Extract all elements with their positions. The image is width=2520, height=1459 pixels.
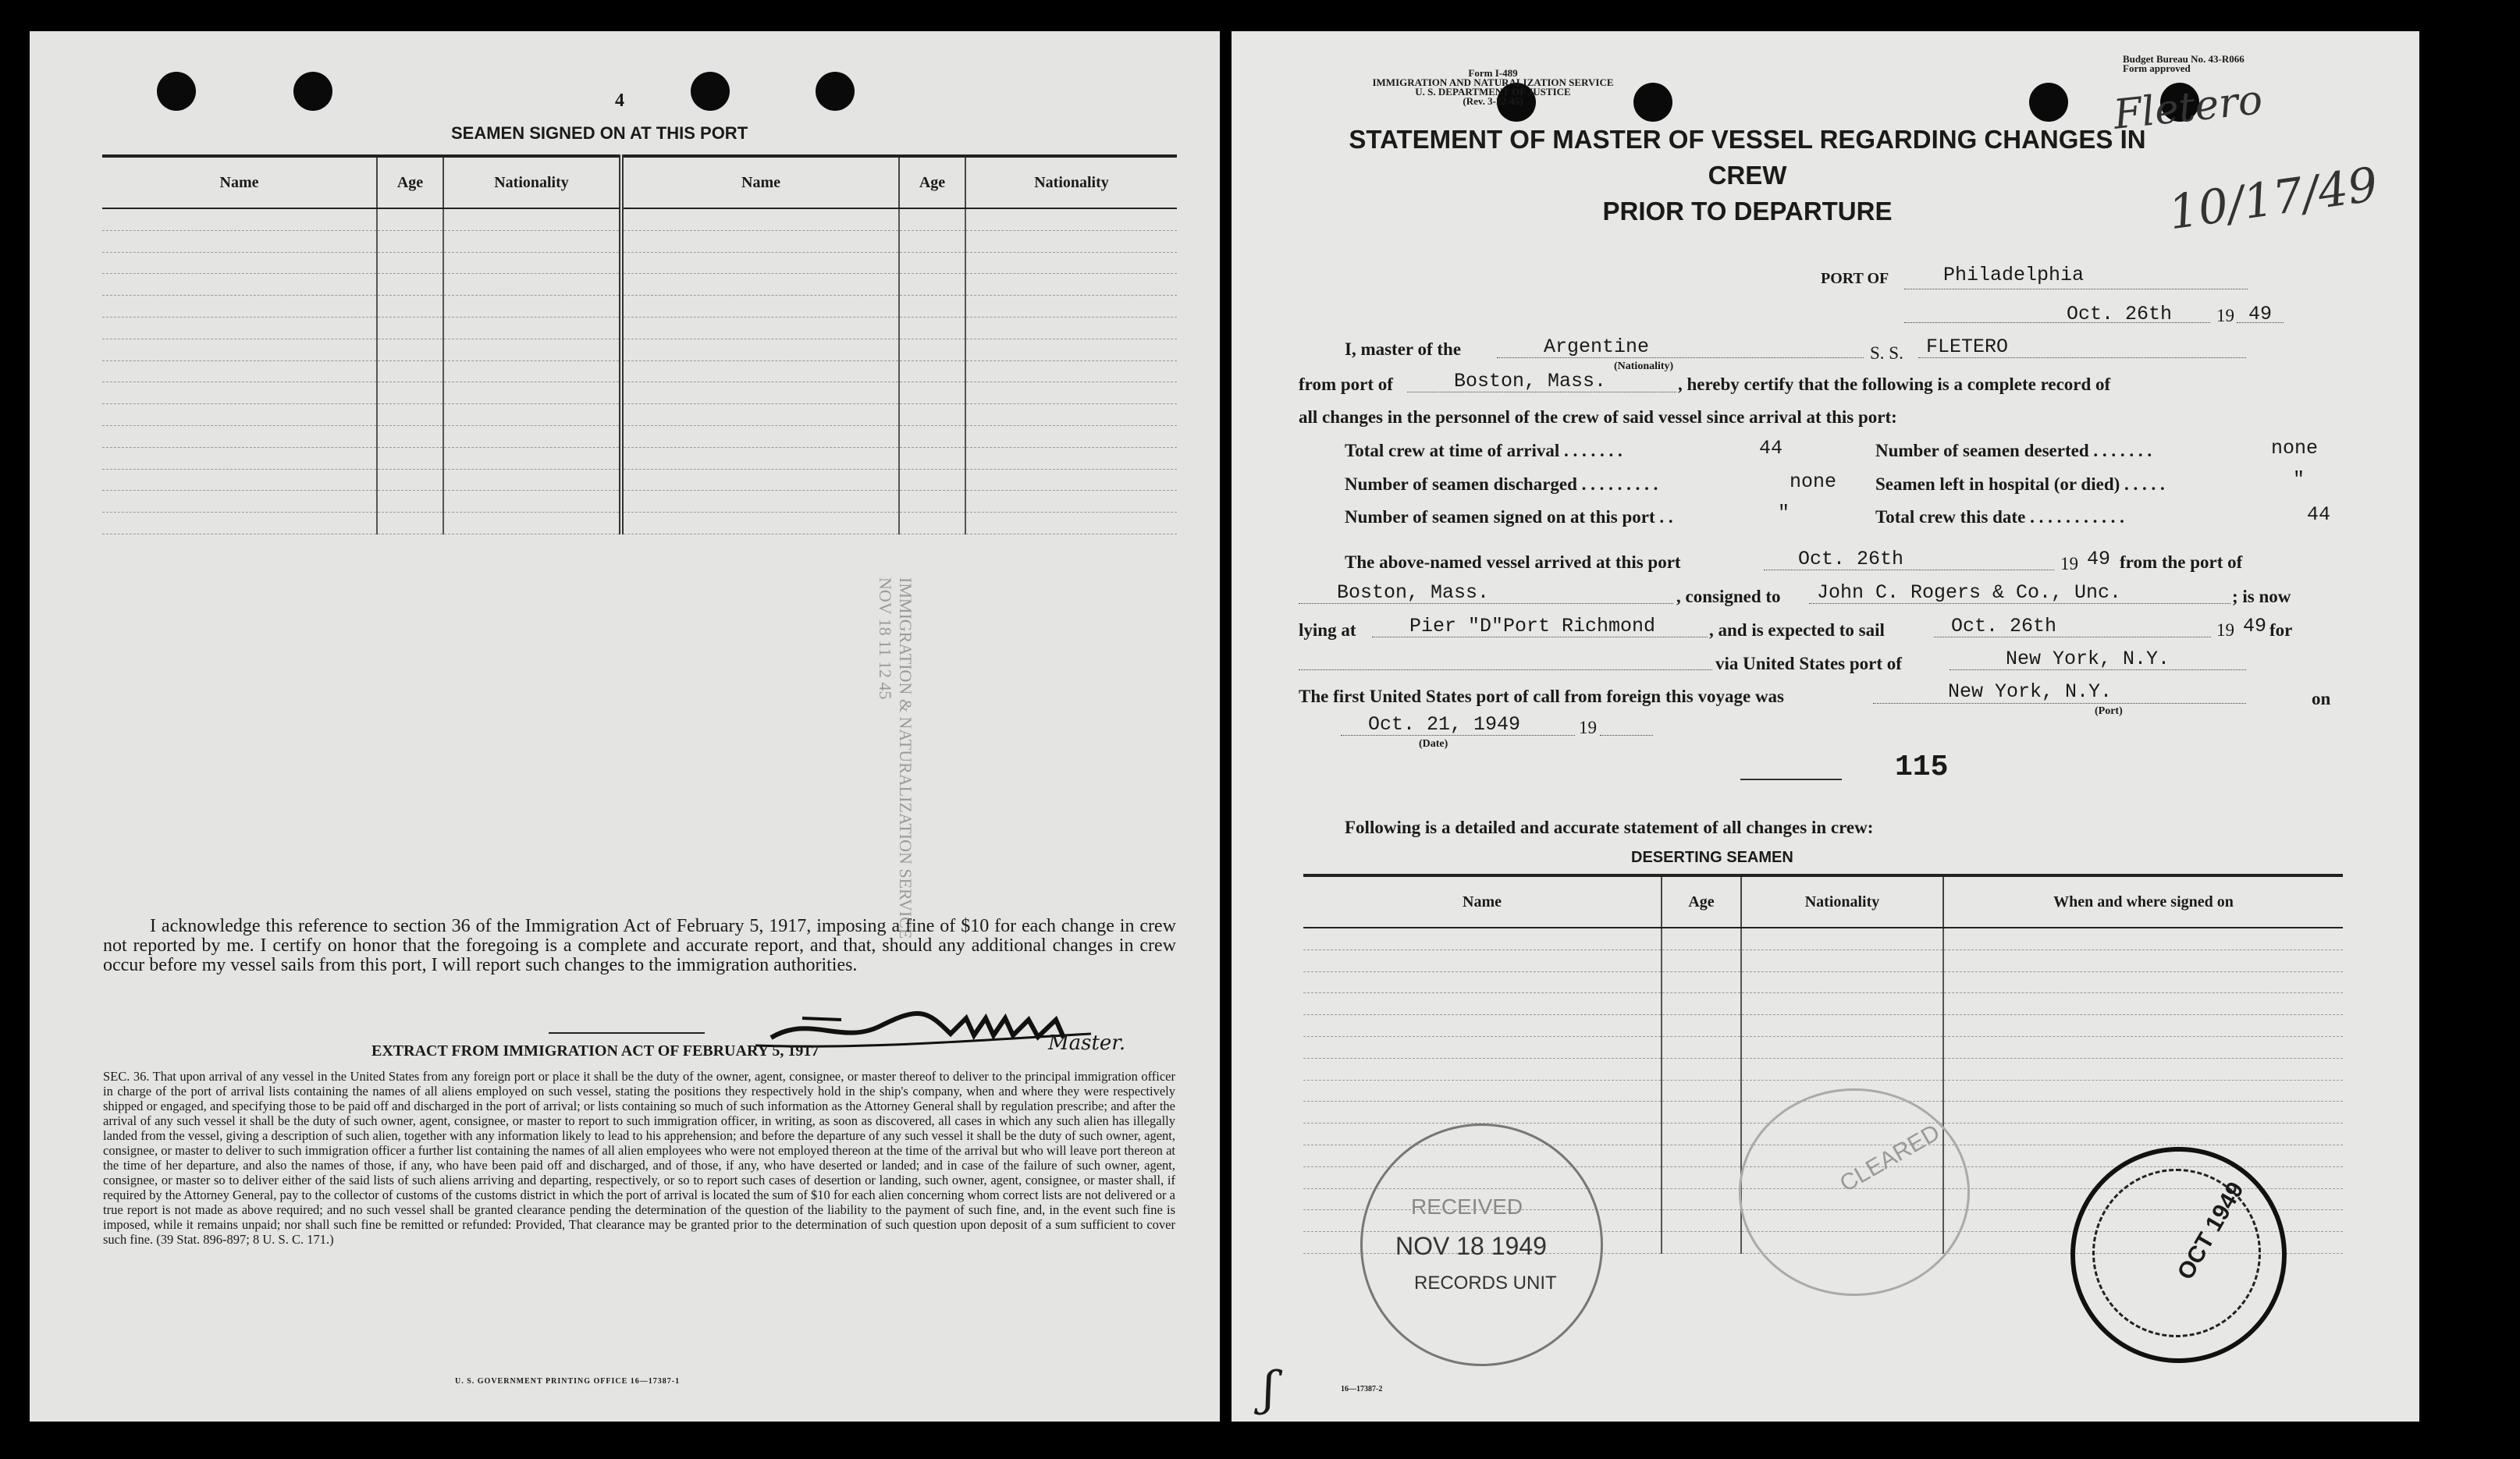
seamen-signed-on-table <box>102 154 1177 534</box>
table-row <box>1303 928 2343 950</box>
stamp-cleared-text: CLEARED <box>1835 1119 1945 1198</box>
table-cell[interactable] <box>1741 993 1943 1015</box>
punch-hole <box>691 72 730 111</box>
table-cell[interactable] <box>965 447 1177 469</box>
label-text: Seamen left in hospital (or died) <box>1875 474 2120 494</box>
table-cell[interactable] <box>443 360 621 382</box>
first-port-date-value[interactable]: Oct. 21, 1949 <box>1368 713 1521 736</box>
table-cell[interactable] <box>621 274 899 296</box>
table-cell[interactable] <box>102 469 377 491</box>
table-cell[interactable] <box>377 317 443 339</box>
section-title: SEAMEN SIGNED ON AT THIS PORT <box>451 123 748 143</box>
table-cell[interactable] <box>102 339 377 360</box>
table-cell[interactable] <box>621 252 899 274</box>
handwritten-ship-name: Fletero <box>2111 76 2265 139</box>
agency-line: U. S. DEPARTMENT OF JUSTICE <box>1415 86 1571 98</box>
table-cell[interactable] <box>443 339 621 360</box>
table-cell[interactable] <box>443 382 621 404</box>
table-cell[interactable] <box>899 513 965 534</box>
for-label: for <box>2269 620 2293 640</box>
table-cell[interactable] <box>443 513 621 534</box>
table-cell[interactable] <box>1662 1058 1741 1080</box>
table-cell[interactable] <box>377 513 443 534</box>
table-cell[interactable] <box>377 274 443 296</box>
total-today-label: Total crew this date . . . . . . . . . . . <box>1875 507 2124 527</box>
master-of-label: I, master of the <box>1345 339 1462 359</box>
revision: (Rev. 3-22-45) <box>1463 95 1523 107</box>
first-port-label: The first United States port of call from foreign this voyage was <box>1299 687 1784 706</box>
table-cell[interactable] <box>102 425 377 447</box>
budget-bureau <box>2123 55 2245 73</box>
title-line: PRIOR TO DEPARTURE <box>1602 197 1893 225</box>
table-cell[interactable] <box>1943 1015 2343 1037</box>
lying-at-value[interactable]: Pier "D"Port Richmond <box>1409 615 1656 637</box>
column-header: Nationality <box>443 156 621 208</box>
table-cell[interactable] <box>1303 1036 1662 1058</box>
year-prefix: 19 <box>2060 554 2078 573</box>
table-cell[interactable] <box>102 317 377 339</box>
table-cell[interactable] <box>621 491 899 513</box>
sail-date-value[interactable]: Oct. 26th <box>1951 615 2057 637</box>
left-page <box>30 31 1220 1422</box>
arrived-label: The above-named vessel arrived at this port <box>1345 552 1681 572</box>
date-number-stamp <box>2070 1147 2287 1363</box>
first-port-value[interactable]: New York, N.Y. <box>1948 680 2113 703</box>
table-cell[interactable] <box>899 469 965 491</box>
table-cell[interactable] <box>102 447 377 469</box>
table-cell[interactable] <box>899 296 965 318</box>
table-row <box>102 317 1177 339</box>
table-cell[interactable] <box>443 404 621 426</box>
table-cell[interactable] <box>1662 928 1741 950</box>
acknowledgement-text <box>103 917 1176 975</box>
arrived-date-value[interactable]: Oct. 26th <box>1798 548 1904 570</box>
table-cell[interactable] <box>443 208 621 230</box>
from-port-of-label: from the port of <box>2120 552 2243 572</box>
table-cell[interactable] <box>621 513 899 534</box>
form-number: Form I-489 <box>1468 67 1518 79</box>
table-cell[interactable] <box>899 208 965 230</box>
table-cell[interactable] <box>443 296 621 318</box>
table-cell[interactable] <box>377 230 443 252</box>
table-cell[interactable] <box>621 425 899 447</box>
table-cell[interactable] <box>377 339 443 360</box>
table-cell[interactable] <box>1943 1124 2343 1145</box>
table-cell[interactable] <box>1662 1210 1741 1232</box>
column-header: Age <box>377 156 443 208</box>
table-row <box>102 339 1177 360</box>
table-cell[interactable] <box>1662 1166 1741 1188</box>
table-cell[interactable] <box>102 252 377 274</box>
table-cell[interactable] <box>443 252 621 274</box>
table-cell[interactable] <box>899 382 965 404</box>
column-header: Nationality <box>1741 875 1943 928</box>
punch-hole <box>157 72 196 111</box>
table-cell[interactable] <box>965 382 1177 404</box>
table-cell[interactable] <box>899 491 965 513</box>
table-cell[interactable] <box>621 360 899 382</box>
extract-title: EXTRACT FROM IMMIGRATION ACT OF FEBRUARY 5, 1917 <box>371 1042 819 1060</box>
signed-on-value[interactable]: " <box>1778 502 1790 524</box>
table-cell[interactable] <box>1662 971 1741 993</box>
punch-hole <box>816 72 855 111</box>
title-line: STATEMENT OF MASTER OF VESSEL REGARDING CHANGES IN CREW <box>1349 125 2146 190</box>
nationality-caption: (Nationality) <box>1614 360 1674 372</box>
table-cell[interactable] <box>1943 1080 2343 1102</box>
table-cell[interactable] <box>1943 1036 2343 1058</box>
table-cell[interactable] <box>443 491 621 513</box>
table-cell[interactable] <box>1741 950 1943 971</box>
table-cell[interactable] <box>1662 1145 1741 1166</box>
lying-at-label: lying at <box>1299 620 1356 640</box>
budget-number: Budget Bureau No. 43-R066 <box>2123 53 2245 65</box>
table-row <box>102 491 1177 513</box>
table-cell[interactable] <box>377 425 443 447</box>
table-cell[interactable] <box>1662 1124 1741 1145</box>
table-cell[interactable] <box>621 447 899 469</box>
table-cell[interactable] <box>1943 993 2343 1015</box>
first-port-line <box>1873 703 2246 704</box>
certify-text: , hereby certify that the following is a complete record of <box>1678 375 2111 394</box>
via-port-value[interactable]: New York, N.Y. <box>2006 648 2170 670</box>
column-header: Nationality <box>965 156 1177 208</box>
table-cell[interactable] <box>899 274 965 296</box>
table-cell[interactable] <box>965 425 1177 447</box>
date-caption: (Date) <box>1419 738 1448 750</box>
table-cell[interactable] <box>965 469 1177 491</box>
table-cell[interactable] <box>1662 993 1741 1015</box>
arrived-year-value[interactable]: 49 <box>2087 548 2111 570</box>
table-cell[interactable] <box>1741 928 1943 950</box>
column-header: Name <box>102 156 377 208</box>
label-text: Total crew at time of arrival <box>1345 441 1560 460</box>
handwritten-mark: ʃ <box>1263 1361 1276 1416</box>
table-row <box>102 208 1177 230</box>
table-cell[interactable] <box>443 230 621 252</box>
deserting-title: DESERTING SEAMEN <box>1631 849 1793 866</box>
punch-hole <box>293 72 332 111</box>
year-prefix: 19 <box>2216 306 2234 325</box>
table-cell[interactable] <box>621 339 899 360</box>
table-cell[interactable] <box>1943 1058 2343 1080</box>
table-row <box>102 230 1177 252</box>
table-cell[interactable] <box>102 296 377 318</box>
table-cell[interactable] <box>102 382 377 404</box>
column-header: Name <box>621 156 899 208</box>
table-row <box>102 469 1177 491</box>
table-cell[interactable] <box>965 404 1177 426</box>
table-cell[interactable] <box>965 208 1177 230</box>
year-prefix: 19 <box>2216 620 2234 640</box>
table-cell[interactable] <box>1303 950 1662 971</box>
file-number-line <box>1740 779 1842 780</box>
table-cell[interactable] <box>377 491 443 513</box>
stamp-date: NOV 18 11 12 45 <box>876 577 895 700</box>
form-title <box>1310 122 2185 229</box>
table-row <box>1303 1036 2343 1058</box>
table-cell[interactable] <box>102 491 377 513</box>
table-cell[interactable] <box>443 447 621 469</box>
acknowledgement-body: I acknowledge this reference to section 36 of the Immigration Act of February 5, 1917, imposing a fine of $10 for each change in crew not reported by me. I certify on honor that the foregoing is a complete and accurate report, and that, should any additional changes in crew occur before my vessel sails from this port, I will report such changes to the immigration authorities. <box>103 916 1176 975</box>
table-header-row <box>102 156 1177 208</box>
punch-hole <box>2029 83 2068 122</box>
table-cell[interactable] <box>443 274 621 296</box>
for-line <box>1299 669 1712 670</box>
table-cell[interactable] <box>899 404 965 426</box>
table-cell[interactable] <box>1741 1036 1943 1058</box>
file-number: 115 <box>1895 751 1949 784</box>
right-page <box>1232 31 2419 1422</box>
consigned-label: , consigned to <box>1676 587 1781 606</box>
via-label: via United States port of <box>1715 654 1902 673</box>
year-suffix-line <box>1600 735 1653 736</box>
table-cell[interactable] <box>621 317 899 339</box>
vessel-value[interactable]: FLETERO <box>1926 335 2009 358</box>
column-header: Name <box>1303 875 1662 928</box>
table-cell[interactable] <box>965 491 1177 513</box>
table-row <box>102 296 1177 318</box>
total-crew-arrival-value[interactable]: 44 <box>1759 437 1783 460</box>
handwritten-date: 10/17/49 <box>2165 157 2382 241</box>
table-cell[interactable] <box>1943 950 2343 971</box>
table-cell[interactable] <box>965 274 1177 296</box>
label-text: Number of seamen discharged <box>1345 474 1577 494</box>
cleared-stamp <box>1739 1088 1970 1296</box>
expected-label: , and is expected to sail <box>1709 620 1885 640</box>
table-cell[interactable] <box>102 230 377 252</box>
nationality-value[interactable]: Argentine <box>1544 335 1650 358</box>
table-cell[interactable] <box>1943 1102 2343 1124</box>
received-stamp-left <box>875 577 915 939</box>
table-cell[interactable] <box>377 382 443 404</box>
table-cell[interactable] <box>1943 971 2343 993</box>
table-row <box>102 360 1177 382</box>
table-cell[interactable] <box>899 360 965 382</box>
is-now-label: ; is now <box>2232 587 2291 606</box>
table-cell[interactable] <box>102 360 377 382</box>
total-crew-arrival-label: Total crew at time of arrival . . . . . . . <box>1345 441 1623 460</box>
year-suffix <box>1579 718 1597 738</box>
table-row <box>1303 1015 2343 1037</box>
table-cell[interactable] <box>965 296 1177 318</box>
on-label: on <box>2312 689 2331 708</box>
table-cell[interactable] <box>1741 971 1943 993</box>
page-number: 4 <box>615 91 624 111</box>
hospital-value[interactable]: " <box>2293 468 2305 491</box>
signed-on-label: Number of seamen signed on at this port . . <box>1345 507 1673 527</box>
following-label: Following is a detailed and accurate statement of all changes in crew: <box>1345 818 1874 837</box>
table-cell[interactable] <box>899 447 965 469</box>
column-header: Age <box>1662 875 1741 928</box>
ss-label: S. S. <box>1870 343 1903 363</box>
table-cell[interactable] <box>965 339 1177 360</box>
table-cell[interactable] <box>102 274 377 296</box>
table-row <box>102 382 1177 404</box>
discharged-value[interactable]: none <box>1790 470 1837 493</box>
table-cell[interactable] <box>377 447 443 469</box>
table-cell[interactable] <box>1303 971 1662 993</box>
table-cell[interactable] <box>621 208 899 230</box>
year-value[interactable]: 49 <box>2248 303 2273 325</box>
punch-hole <box>1633 83 1672 122</box>
printer-line-left: U. S. GOVERNMENT PRINTING OFFICE 16—17387-1 <box>455 1377 681 1386</box>
label-text: Total crew this date <box>1875 507 2026 527</box>
column-header: When and where signed on <box>1943 875 2343 928</box>
stamp-text: IMMIGRATION & NATURALIZATION SERVICE <box>896 577 915 939</box>
table-cell[interactable] <box>443 317 621 339</box>
table-row <box>102 274 1177 296</box>
arrived-from-value[interactable]: Boston, Mass. <box>1337 581 1490 604</box>
table-cell[interactable] <box>965 317 1177 339</box>
label-text: Number of seamen deserted <box>1875 441 2089 460</box>
table-row <box>1303 993 2343 1015</box>
table-cell[interactable] <box>1303 1080 1662 1102</box>
table-cell[interactable] <box>1303 993 1662 1015</box>
stamp-date-text: NOV 18 1949 <box>1395 1232 1547 1260</box>
table-cell[interactable] <box>1662 1015 1741 1037</box>
stamp-oct-text: OCT 1949 <box>2172 1177 2249 1284</box>
table-row <box>102 513 1177 534</box>
total-today-value[interactable]: 44 <box>2307 503 2331 526</box>
table-cell[interactable] <box>621 404 899 426</box>
certify-text-2: all changes in the personnel of the crew of said vessel since arrival at this port: <box>1299 407 1897 427</box>
table-row <box>102 404 1177 426</box>
table-header-row <box>1303 875 2343 928</box>
stamp-unit-text: RECORDS UNIT <box>1414 1273 1557 1294</box>
table-cell[interactable] <box>1303 1058 1662 1080</box>
table-cell[interactable] <box>899 339 965 360</box>
table-cell[interactable] <box>1662 1080 1741 1102</box>
table-cell[interactable] <box>1303 1015 1662 1037</box>
table-cell[interactable] <box>1303 928 1662 950</box>
section-36-text: SEC. 36. That upon arrival of any vessel in the United States from any foreign port or place it shall be the duty of the owner, agent, consignee, or master thereof to deliver to the principal immigration officer in charge of the port of arrival lists containing the names of all aliens employed on such vessel, stating the positions they respectively hold in the ship's company, when and where they were respectively shipped or engaged, and specifying those to be paid off and discharged in the port of arrival; or lists containing so much of such information as the Attorney General shall by regulation prescribe; and after the arrival of any such vessel it shall be the duty of such owner, agent, consignee, or master to report to such immigration officer, in writing, as soon as discovered, all cases in which any such alien has illegally landed from the vessel, giving a description of such alien, together with any information likely to lead to his apprehension; and before the departure of any such vessel it shall be the duty of such owner, agent, consignee, or master to deliver to such immigration officer a further list containing the names of all alien employees who were not employed thereon at the time of the arrival but who will leave port thereon at the time of her departure, and also the names of those, if any, who have been paid off and discharged, and of those, if any, who have deserted or landed; and in case of the failure of such owner, agent, consignee, or master so to deliver either of the said lists of such aliens arriving and departing, respectively, or so to report such cases of desertion or landing, such owner, agent, consignee, or master shall, if required by the Attorney General, pay to the collector of customs of the customs district in which the port of arrival is located the sum of $10 for each alien concerning whom correct lists are not delivered or a true report is not made as above required; and no such vessel shall be granted clearance pending the determination of the question of the liability to the payment of such fine, and, in the event such fine is imposed, while it remains unpaid; nor shall such fine be remitted or refunded: Provided, That clearance may be granted prior to the determination of such question upon deposit of a sum sufficient to cover such fine. (39 Stat. 896-897; 8 U. S. C. 171.) <box>103 1069 1175 1247</box>
received-stamp <box>1360 1124 1603 1366</box>
table-cell[interactable] <box>377 469 443 491</box>
table-cell[interactable] <box>965 513 1177 534</box>
signature-line <box>549 1032 705 1034</box>
table-cell[interactable] <box>1662 1102 1741 1124</box>
table-cell[interactable] <box>377 208 443 230</box>
table-row <box>1303 950 2343 971</box>
column-header: Age <box>899 156 965 208</box>
date-value[interactable]: Oct. 26th <box>2067 303 2173 325</box>
printer-line-right: 16—17387-2 <box>1341 1385 1383 1393</box>
table-row <box>1303 971 2343 993</box>
table-cell[interactable] <box>899 425 965 447</box>
table-cell[interactable] <box>443 469 621 491</box>
table-cell[interactable] <box>1943 928 2343 950</box>
consignee-value[interactable]: John C. Rogers & Co., Unc. <box>1817 581 2122 604</box>
table-cell[interactable] <box>377 296 443 318</box>
master-label: Master. <box>1048 1031 1126 1055</box>
hospital-label: Seamen left in hospital (or died) . . . . . <box>1875 474 2165 494</box>
port-of-value[interactable]: Philadelphia <box>1943 264 2085 286</box>
table-cell[interactable] <box>1662 1232 1741 1254</box>
year-suffix-text: 19 <box>1579 718 1597 737</box>
table-cell[interactable] <box>621 469 899 491</box>
table-cell[interactable] <box>965 360 1177 382</box>
from-port-label: from port of <box>1299 375 1393 394</box>
from-port-value[interactable]: Boston, Mass. <box>1454 370 1607 392</box>
stamp-received-text: RECEIVED <box>1411 1195 1523 1219</box>
table-cell[interactable] <box>1741 1058 1943 1080</box>
table-cell[interactable] <box>1303 1102 1662 1124</box>
table-cell[interactable] <box>1662 1036 1741 1058</box>
table-cell[interactable] <box>621 296 899 318</box>
port-of-label: PORT OF <box>1821 270 1889 287</box>
table-cell[interactable] <box>377 252 443 274</box>
table-cell[interactable] <box>1741 1015 1943 1037</box>
table-cell[interactable] <box>102 208 377 230</box>
discharged-label: Number of seamen discharged . . . . . . . . . <box>1345 474 1658 494</box>
deserted-label: Number of seamen deserted . . . . . . . <box>1875 441 2152 460</box>
table-cell[interactable] <box>377 404 443 426</box>
form-approved: Form approved <box>2123 62 2191 74</box>
table-cell[interactable] <box>1662 1188 1741 1210</box>
port-caption: (Port) <box>2095 705 2123 717</box>
deserted-value[interactable]: none <box>2271 437 2319 460</box>
table-cell[interactable] <box>102 513 377 534</box>
sail-year-value[interactable]: 49 <box>2243 615 2267 637</box>
table-cell[interactable] <box>102 404 377 426</box>
table-cell[interactable] <box>1662 950 1741 971</box>
table-row <box>102 252 1177 274</box>
table-row <box>102 425 1177 447</box>
agency-line: IMMIGRATION AND NATURALIZATION SERVICE <box>1372 76 1614 88</box>
table-cell[interactable] <box>965 252 1177 274</box>
table-cell[interactable] <box>377 360 443 382</box>
table-row <box>1303 1058 2343 1080</box>
table-row <box>102 447 1177 469</box>
table-cell[interactable] <box>899 317 965 339</box>
table-cell[interactable] <box>899 230 965 252</box>
table-cell[interactable] <box>899 252 965 274</box>
label-text: Number of seamen signed on at this port <box>1345 507 1655 527</box>
table-cell[interactable] <box>965 230 1177 252</box>
table-cell[interactable] <box>621 230 899 252</box>
form-header <box>1372 69 1614 106</box>
table-cell[interactable] <box>443 425 621 447</box>
table-cell[interactable] <box>621 382 899 404</box>
